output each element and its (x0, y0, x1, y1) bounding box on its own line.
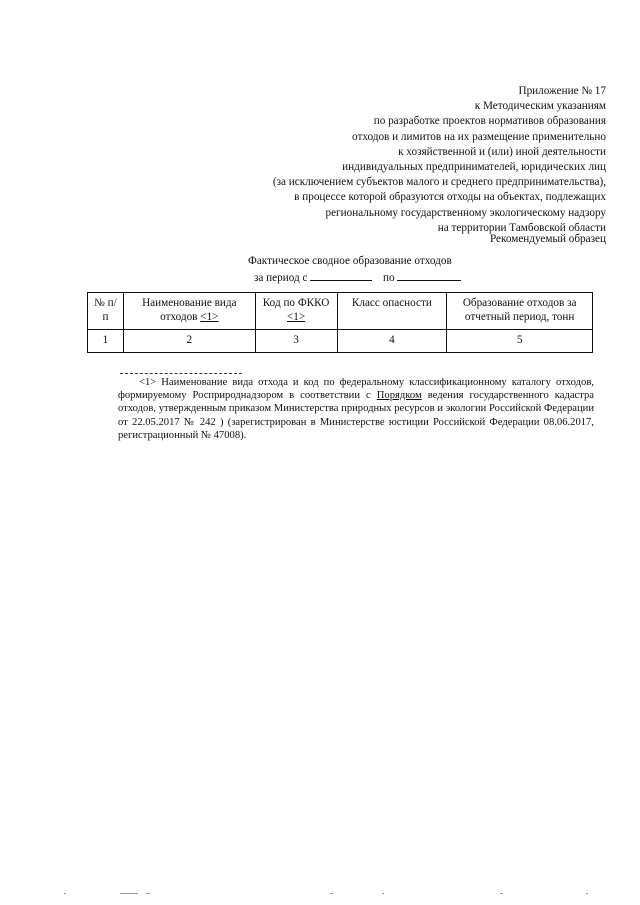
table-cell: 4 (337, 330, 447, 353)
appendix-line: по разработке проектов нормативов образования (373, 115, 606, 128)
footnote-ref-link[interactable]: <1> (200, 311, 219, 323)
header-text: Код по ФККО (262, 297, 330, 309)
footnote (118, 376, 594, 442)
scan-mark (382, 893, 384, 894)
header-cell-number (88, 293, 124, 330)
order-link[interactable]: Порядком (376, 390, 422, 402)
sample-label: Рекомендуемый образец (489, 233, 606, 245)
footnote-text-part: <1> Наименование вида отхода и код по федеральному классификационному каталогу отходов, формируемому Росприроднадзором в соответствии с (118, 377, 594, 402)
scan-mark (500, 893, 503, 894)
period-from-label: за период с (254, 272, 308, 284)
period-line (254, 269, 468, 286)
scan-mark (146, 893, 150, 894)
appendix-line: (за исключением субъектов малого и среднего предпринимательства), (272, 176, 606, 189)
waste-table (87, 292, 593, 353)
footnote-text-part: ведения государственного кадастра отходов, утвержденным приказом Министерства природных ресурсов и экологии Российской Федерации от 22.05.2017 № 242 ) (зарегистрирован в Министерстве юстиции Российской Федерации 08.06.2017, регистрационный № 47008). (118, 390, 595, 441)
appendix-line: на территории Тамбовской области (437, 221, 606, 234)
header-text: № п/п (94, 297, 117, 323)
footnote-ref-link[interactable]: <1> (286, 311, 306, 323)
table-cell: 5 (447, 330, 593, 353)
header-text: Класс опасности (351, 297, 432, 309)
table-cell: 2 (123, 330, 255, 353)
header-cell-code (255, 293, 337, 330)
appendix-line: региональному государственному экологическому надзору (325, 206, 606, 219)
header-text: Образование отходов за отчетный период, тонн (462, 297, 577, 323)
scan-mark (120, 893, 138, 894)
scan-artifact-marks (50, 893, 610, 897)
table-row (88, 330, 593, 353)
period-to-blank (397, 269, 461, 281)
appendix-line: к хозяйственной и (или) иной деятельности (398, 145, 606, 158)
period-from-blank (310, 269, 372, 281)
appendix-line: к Методическим указаниям (474, 100, 606, 113)
table-header-row (88, 293, 593, 330)
document-title (248, 254, 468, 286)
appendix-line: Приложение № 17 (518, 85, 606, 97)
footnote-text (118, 376, 594, 442)
scan-mark (330, 893, 333, 894)
title-line: Фактическое сводное образование отходов (248, 255, 452, 267)
appendix-line: в процессе которой образуются отходы на объектах, подлежащих (294, 191, 606, 204)
header-text: Наименование вида отходов (142, 297, 237, 323)
appendix-line: индивидуальных предпринимателей, юридических лиц (342, 161, 606, 174)
footnote-separator (120, 373, 242, 374)
scan-mark (586, 893, 588, 894)
appendix-line: отходов и лимитов на их размещение применительно (352, 130, 606, 143)
header-cell-waste-generation (447, 293, 593, 330)
period-to-label: по (383, 272, 395, 284)
header-cell-hazard-class (337, 293, 447, 330)
scan-mark (64, 893, 66, 894)
table-cell: 1 (88, 330, 124, 353)
header-cell-name (123, 293, 255, 330)
table-cell: 3 (255, 330, 337, 353)
appendix-header (186, 84, 606, 236)
